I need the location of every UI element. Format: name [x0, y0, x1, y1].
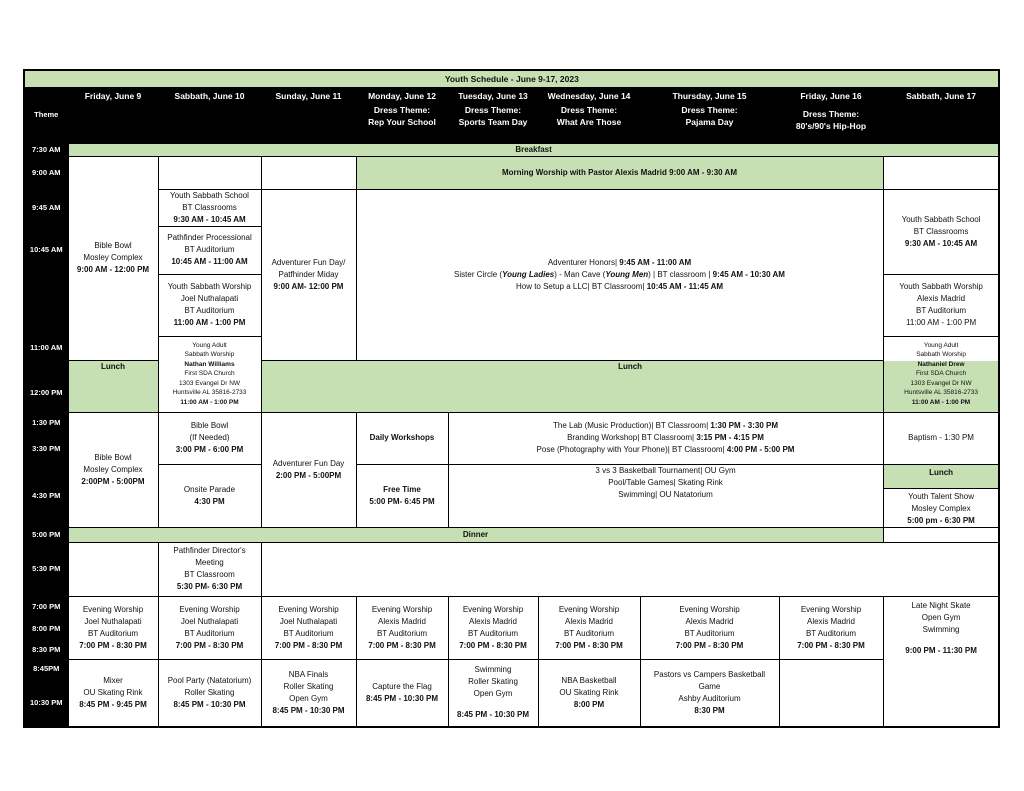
day-header: Thursday, June 15 Dress Theme: Pajama Day [640, 87, 779, 143]
schedule-title: Youth Schedule - June 9-17, 2023 [24, 70, 999, 87]
time-label: 10:30 PM [24, 679, 68, 727]
daily-workshops-label: Daily Workshops [356, 412, 448, 464]
evening-worship-event: Evening Worship Alexis Madrid BT Auditorium 7:00 PM - 8:30 PM [538, 596, 640, 659]
youth-schedule-table [23, 69, 1000, 728]
evening-worship-event: Evening Worship Joel Nuthalapati BT Auditorium 7:00 PM - 8:30 PM [68, 596, 158, 659]
nba-finals-event: NBA Finals Roller Skating Open Gym 8:45 PM - 10:30 PM [261, 659, 356, 727]
time-label: 8:45PM [24, 659, 68, 679]
day-header: Friday, June 9 [68, 87, 158, 143]
evening-worship-event: Evening Worship Joel Nuthalapati BT Auditorium 7:00 PM - 8:30 PM [261, 596, 356, 659]
morning-worship-event: Morning Worship with Pastor Alexis Madrid 9:00 AM - 9:30 AM [356, 156, 883, 189]
dress-theme: 80's/90's Hip-Hop [795, 120, 867, 131]
empty-cell [68, 542, 158, 596]
empty-cell [261, 542, 999, 596]
time-label [24, 360, 68, 374]
day-header: Friday, June 16 Dress Theme: 80's/90's Hip-Hop [779, 87, 883, 143]
youth-talent-show-event: Youth Talent Show Mosley Complex 5:00 pm - 6:30 PM [907, 491, 975, 525]
time-label: 1:30 PM [24, 412, 68, 434]
sab17-evening-block [883, 464, 999, 527]
daily-workshops-event: The Lab (Music Production)| BT Classroom| 1:30 PM - 3:30 PM Branding Workshop| BT Classroom| 3:15 PM - 4:15 PM Pose (Photography with Your Phone)| BT Classroom| 4:00 PM - 5:00 PM [448, 412, 883, 464]
time-label: 8:00 PM [24, 618, 68, 640]
honors-sessions-event: Adventurer Honors| 9:45 AM - 11:00 AM Sister Circle (Young Ladies) - Man Cave (Young Men) | BT classroom | 9:45 AM - 10:30 AM How to Setup a LLC| BT Classroom| 10:45 AM - 11:45 AM [356, 189, 883, 360]
dress-theme: Sports Team Day [458, 116, 528, 127]
lunch-cell: Lunch [884, 465, 999, 489]
lunch-cell: Lunch [261, 360, 999, 412]
evening-worship-event: Evening Worship Alexis Madrid BT Auditorium 7:00 PM - 8:30 PM [779, 596, 883, 659]
dress-theme-label: Dress Theme: [464, 104, 522, 115]
young-adult-worship-event: Young Adult Sabbath Worship Nathaniel Drew First SDA Church 1303 Evangel Dr NW Huntsville AL 35816-2733 11:00 AM - 1:00 PM [883, 336, 999, 412]
directors-meeting-event: Pathfinder Director's Meeting BT Classroom 5:30 PM- 6:30 PM [158, 542, 261, 596]
dress-theme-label: Dress Theme: [802, 108, 860, 119]
time-label: 4:30 PM [24, 464, 68, 527]
youth-sabbath-worship-event: Youth Sabbath Worship Joel Nuthalapati BT Auditorium 11:00 AM - 1:00 PM [158, 274, 261, 336]
time-label: 9:00 AM [24, 156, 68, 189]
youth-sabbath-worship-event: Youth Sabbath Worship Alexis Madrid BT Auditorium 11:00 AM - 1:00 PM [883, 274, 999, 336]
dress-theme-label: Dress Theme: [373, 104, 431, 115]
day-header: Sabbath, June 10 [158, 87, 261, 143]
free-time-activities: 3 vs 3 Basketball Tournament| OU Gym Pool/Table Games| Skating Rink Swimming| OU Natatorium [448, 464, 883, 527]
nba-basketball-event: NBA Basketball OU Skating Rink 8:00 PM [538, 659, 640, 727]
young-adult-worship-event: Young Adult Sabbath Worship Nathan Williams First SDA Church 1303 Evangel Dr NW Huntsville AL 35816-2733 11:00 AM - 1:00 PM [158, 336, 261, 412]
dinner-row: Dinner [68, 527, 883, 542]
mixer-event: Mixer OU Skating Rink 8:45 PM - 9:45 PM [68, 659, 158, 727]
evening-worship-event: Evening Worship Joel Nuthalapati BT Auditorium 7:00 PM - 8:30 PM [158, 596, 261, 659]
time-label [24, 274, 68, 336]
bible-bowl-event: Bible Bowl Mosley Complex 2:00PM - 5:00PM [68, 412, 158, 527]
day-header: Wednesday, June 14 Dress Theme: What Are Those [538, 87, 640, 143]
evening-worship-event: Evening Worship Alexis Madrid BT Auditorium 7:00 PM - 8:30 PM [640, 596, 779, 659]
empty-cell [261, 156, 356, 189]
bible-bowl-event: Bible Bowl (If Needed) 3:00 PM - 6:00 PM [158, 412, 261, 464]
baptism-event: Baptism - 1:30 PM [883, 412, 999, 464]
evening-worship-event: Evening Worship Alexis Madrid BT Auditorium 7:00 PM - 8:30 PM [356, 596, 448, 659]
theme-label: Theme [24, 87, 68, 143]
day-header: Sunday, June 11 [261, 87, 356, 143]
dress-theme-label: Dress Theme: [681, 104, 738, 115]
pool-party-event: Pool Party (Natatorium) Roller Skating 8:45 PM - 10:30 PM [158, 659, 261, 727]
breakfast-row: Breakfast [68, 143, 999, 156]
empty-cell [158, 156, 261, 189]
pastors-vs-campers-event: Pastors vs Campers Basketball Game Ashby Auditorium 8:30 PM [640, 659, 779, 727]
adventurer-fun-day-event: Adventurer Fun Day 2:00 PM - 5:00PM [261, 412, 356, 527]
free-time-event: Free Time 5:00 PM- 6:45 PM [356, 464, 448, 527]
time-label: 3:30 PM [24, 434, 68, 464]
dress-theme: Pajama Day [685, 116, 734, 127]
dress-theme: What Are Those [556, 116, 622, 127]
empty-cell [883, 156, 999, 189]
sabbath-school-event: Youth Sabbath School BT Classrooms 9:30 AM - 10:45 AM [883, 189, 999, 274]
time-label: 12:00 PM [24, 374, 68, 412]
day-header: Sabbath, June 17 [883, 87, 999, 143]
empty-cell [779, 659, 883, 727]
dress-theme-label: Dress Theme: [560, 104, 618, 115]
time-label: 5:00 PM [24, 527, 68, 542]
capture-the-flag-event: Capture the Flag 8:45 PM - 10:30 PM [356, 659, 448, 727]
adventurer-fun-day-event: Adventurer Fun Day/ Patfhinder Miday 9:00 AM- 12:00 PM [261, 189, 356, 360]
late-night-skate-event: Late Night Skate Open Gym Swimming 9:00 PM - 11:30 PM [883, 596, 999, 727]
time-label: 10:45 AM [24, 226, 68, 274]
swimming-event: Swimming Roller Skating Open Gym 8:45 PM - 10:30 PM [448, 659, 538, 727]
dress-theme: Rep Your School [368, 116, 436, 127]
time-label: 8:30 PM [24, 640, 68, 659]
onsite-parade-event: Onsite Parade 4:30 PM [158, 464, 261, 527]
time-label: 7:00 PM [24, 596, 68, 618]
pathfinder-processional-event: Pathfinder Processional BT Auditorium 10:45 AM - 11:00 AM [158, 226, 261, 274]
lunch-cell: Lunch [68, 360, 158, 412]
day-header: Monday, June 12 Dress Theme: Rep Your School [356, 87, 448, 143]
bible-bowl-event: Bible Bowl Mosley Complex 9:00 AM - 12:00 PM [68, 156, 158, 360]
time-label: 9:45 AM [24, 189, 68, 226]
evening-worship-event: Evening Worship Alexis Madrid BT Auditorium 7:00 PM - 8:30 PM [448, 596, 538, 659]
time-label: 11:00 AM [24, 336, 68, 360]
time-label: 5:30 PM [24, 542, 68, 596]
sabbath-school-event: Youth Sabbath School BT Classrooms 9:30 AM - 10:45 AM [158, 189, 261, 226]
day-header: Tuesday, June 13 Dress Theme: Sports Team Day [448, 87, 538, 143]
time-label: 7:30 AM [24, 143, 68, 156]
